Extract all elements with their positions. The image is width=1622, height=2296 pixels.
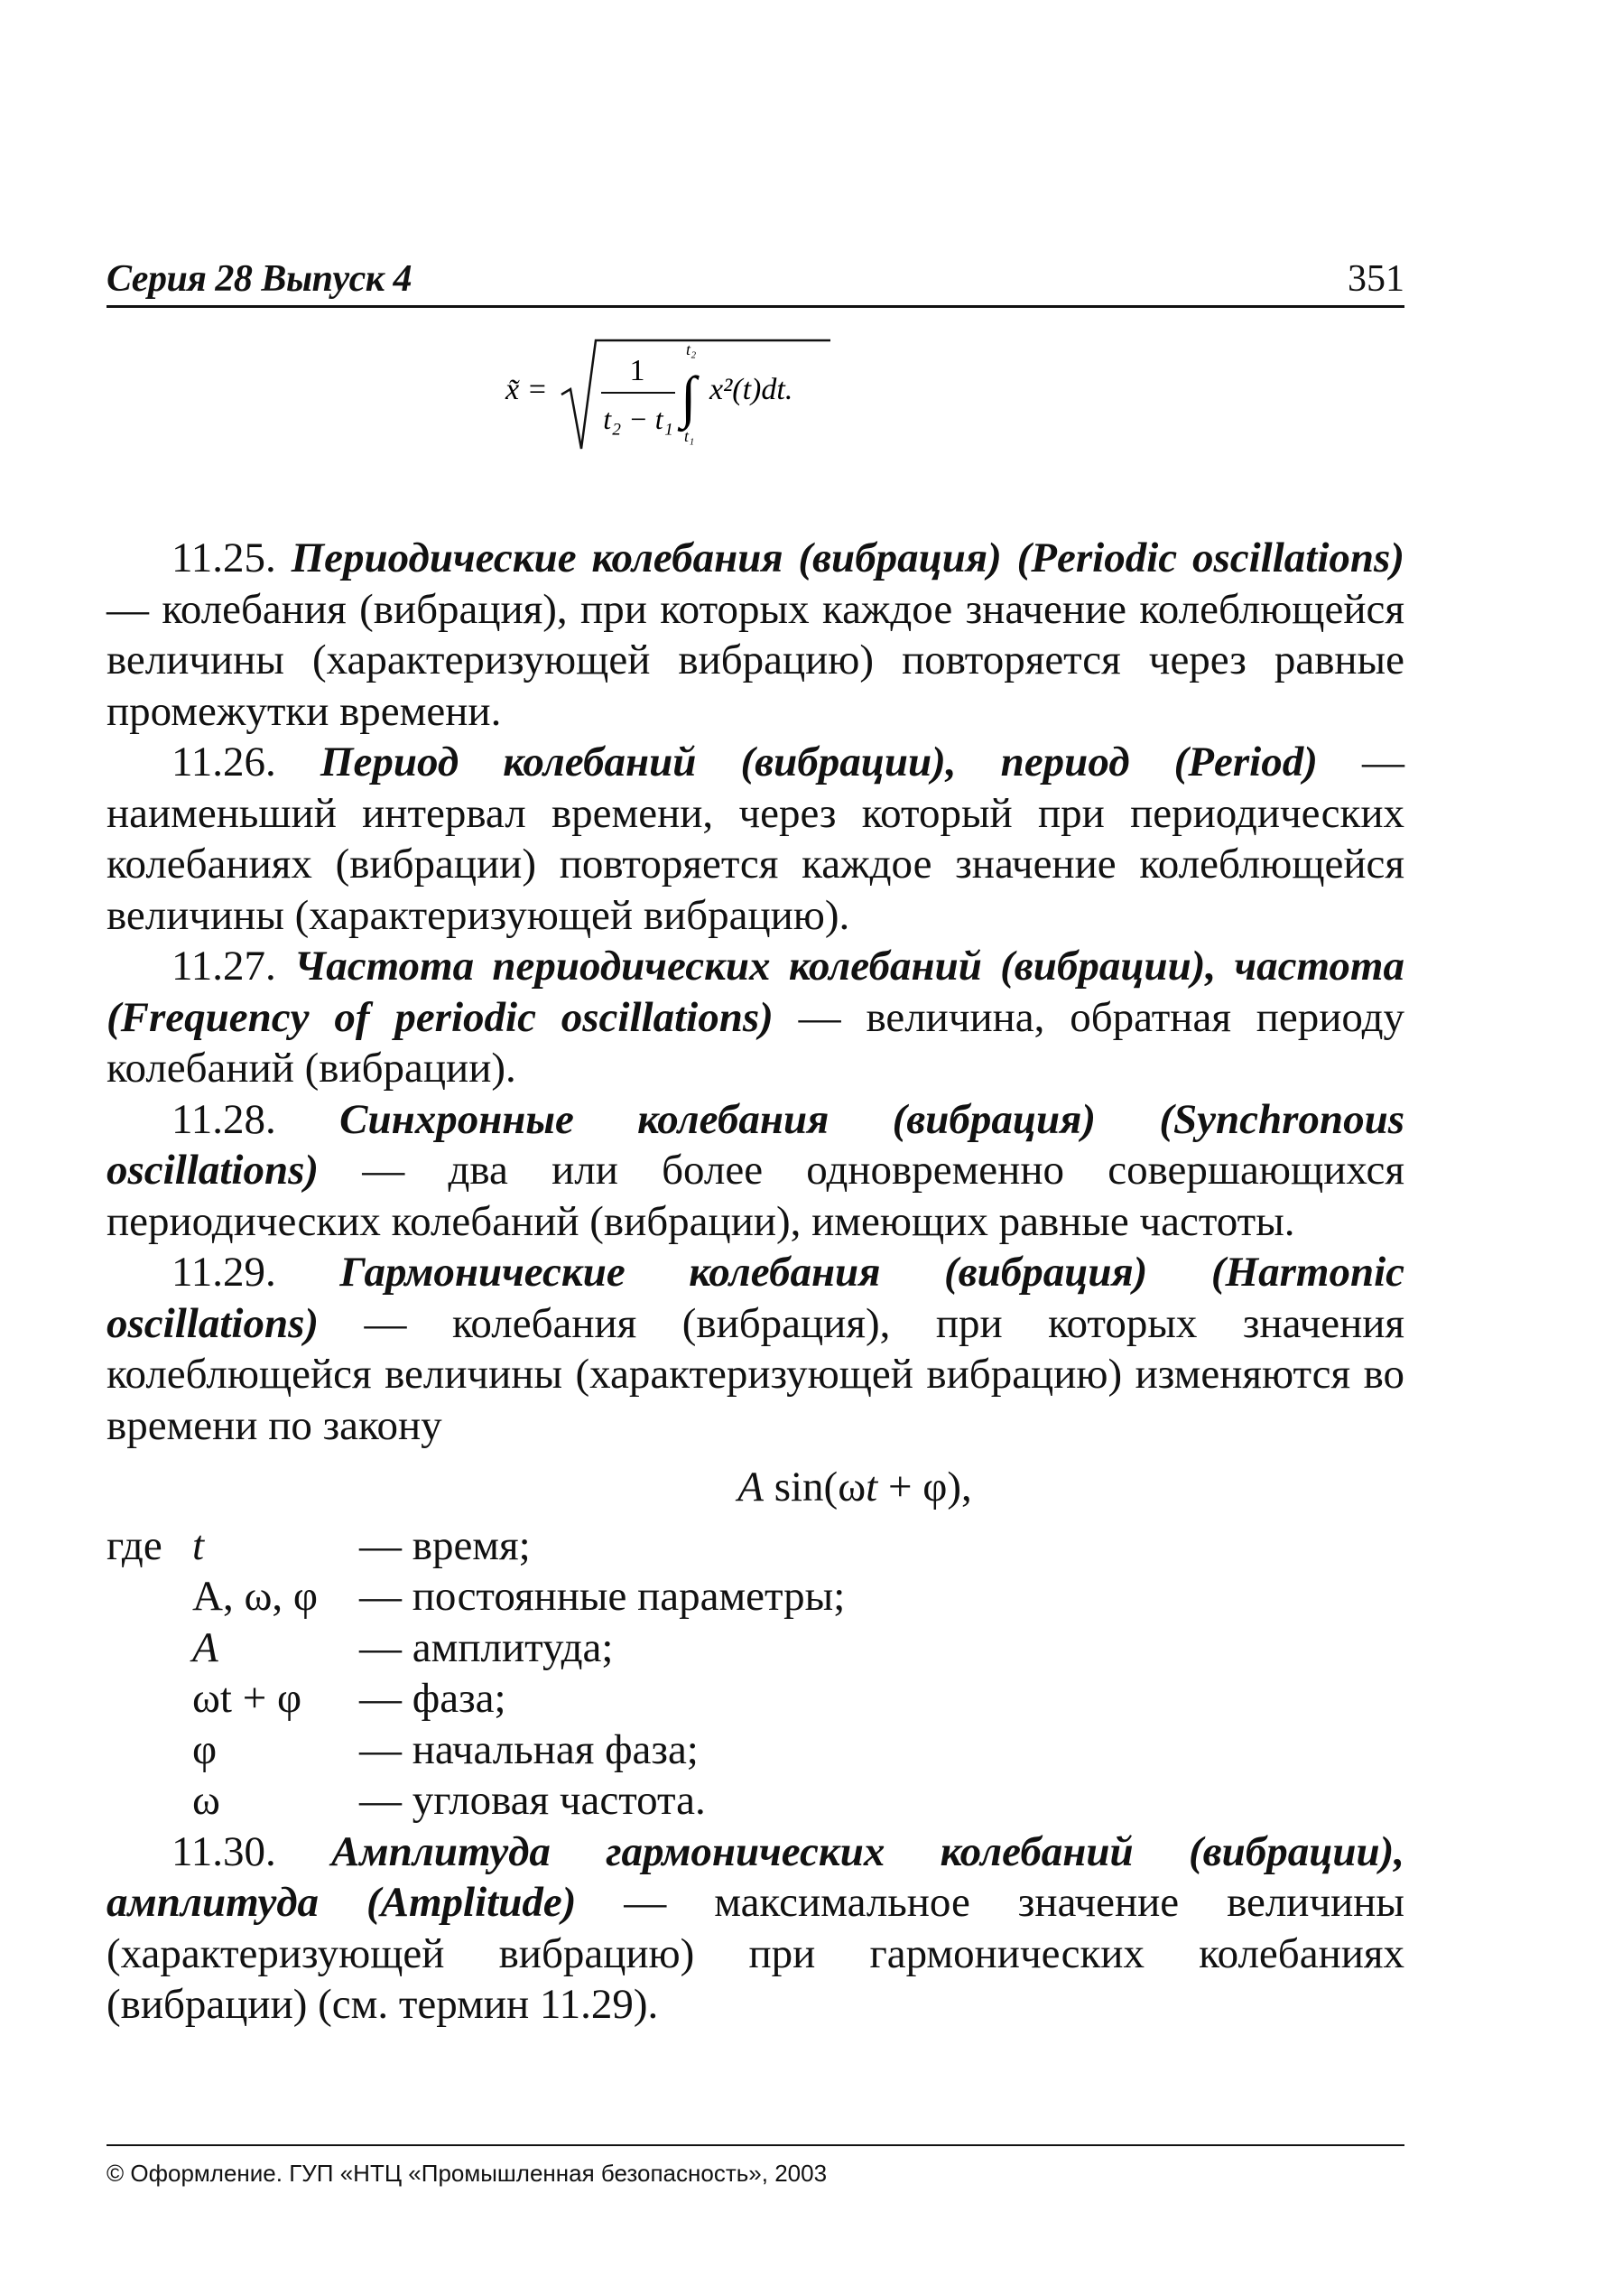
legend-description: — угловая частота. xyxy=(359,1777,706,1824)
paragraph-number: 11.25. xyxy=(171,534,276,581)
harmonic-formula xyxy=(107,1462,1404,1513)
legend-description: — фаза; xyxy=(359,1675,506,1722)
body-text xyxy=(107,533,1404,2031)
legend-description: — начальная фаза; xyxy=(359,1725,699,1773)
term-title: Синхронные колебания (вибрация) (Synchronous oscillations) xyxy=(107,1095,1404,1194)
legend-spacer xyxy=(107,1622,192,1674)
paragraph-number: 11.29. xyxy=(171,1249,276,1296)
paragraph-number: 11.27. xyxy=(171,943,276,990)
term-definition: — два или более одновременно совершающихся периодических колебаний (вибрации), имеющих равные частоты. xyxy=(107,1147,1404,1245)
series-title: Серия 28 Выпуск 4 xyxy=(107,258,412,300)
term-title: Периодические колебания (вибрация) (Periodic oscillations) xyxy=(291,534,1404,581)
rms-formula xyxy=(487,330,867,465)
term-title: Гармонические колебания (вибрация) (Harmonic oscillations) xyxy=(107,1249,1405,1347)
symbol-legend xyxy=(107,1520,845,1827)
integrand: x²(t)dt. xyxy=(709,373,793,406)
formula-amplitude-symbol: A xyxy=(737,1464,764,1511)
legend-row xyxy=(107,1673,845,1724)
legend-symbol: φ xyxy=(192,1725,218,1773)
term-definition: — наименьший интервал времени, через который при периодических колебаниях (вибрации) повторяется каждое значение колеблющейся величины (характеризующей вибрацию). xyxy=(107,739,1405,939)
legend-spacer xyxy=(107,1724,192,1776)
paragraph-11-25 xyxy=(107,533,1404,737)
page-number: 351 xyxy=(1348,258,1404,300)
term-definition: — колебания (вибрация), при которых каждое значение колеблющейся величины (характеризующей вибрацию) повторяется через равные промежутки времени. xyxy=(107,585,1404,735)
legend-spacer xyxy=(107,1571,192,1622)
term-definition: — максимальное значение величины (характеризующей вибрацию) при гармонических колебаниях (вибрации) (см. термин 11.29). xyxy=(107,1879,1404,2028)
legend-row xyxy=(107,1622,845,1674)
legend-row xyxy=(107,1571,845,1622)
integral-upper-limit: t₂ xyxy=(686,340,697,358)
term-title: Амплитуда гармонических колебаний (вибрации), амплитуда (Amplitude) xyxy=(107,1827,1405,1926)
legend-description: — амплитуда; xyxy=(359,1623,614,1671)
paragraph-number: 11.30. xyxy=(171,1827,276,1875)
formula-lhs: x̃ = xyxy=(505,373,548,406)
legend-row xyxy=(107,1724,845,1776)
term-title: Частота периодических колебаний (вибрации), частота (Frequency of periodic oscillations) xyxy=(107,943,1404,1041)
formula-time-symbol: t xyxy=(866,1464,878,1511)
legend-spacer xyxy=(107,1673,192,1724)
footer-rule xyxy=(107,2144,1404,2146)
integral-sign: ∫ xyxy=(681,365,697,429)
paragraph-number: 11.28. xyxy=(171,1095,276,1143)
term-title: Период колебаний (вибрации), период (Period) xyxy=(320,739,1318,785)
fraction-denominator: t₂ − t₁ xyxy=(603,403,673,435)
legend-symbol-text: A xyxy=(192,1623,218,1671)
legend-symbol: A, ω, φ xyxy=(192,1573,319,1620)
formula-phase-part: + φ), xyxy=(877,1464,972,1511)
integral-lower-limit: t₁ xyxy=(684,427,695,445)
where-word: где xyxy=(107,1521,162,1569)
term-definition: — колебания (вибрация), при которых значения колеблющейся величины (характеризующей вибрацию) изменяются во времени по закону xyxy=(107,1299,1404,1449)
formula-sin-part: sin(ω xyxy=(763,1464,867,1511)
paragraph-11-26 xyxy=(107,737,1404,941)
copyright-footer: © Оформление. ГУП «НТЦ «Промышленная безопасность», 2003 xyxy=(107,2160,828,2187)
legend-description: — время; xyxy=(359,1521,531,1569)
paragraph-11-29 xyxy=(107,1247,1404,1451)
legend-row xyxy=(107,1520,845,1572)
legend-symbol: ω xyxy=(192,1777,220,1824)
paragraph-11-28 xyxy=(107,1094,1404,1248)
legend-row xyxy=(107,1775,845,1827)
running-header xyxy=(107,257,1404,308)
fraction-numerator: 1 xyxy=(629,354,645,387)
paragraph-11-30 xyxy=(107,1827,1404,2031)
rms-formula-graphic xyxy=(487,330,867,465)
legend-symbol-text: t xyxy=(192,1521,205,1569)
header-rule xyxy=(107,305,1404,308)
term-definition: — величина, обратная периоду колебаний (вибрации). xyxy=(107,993,1404,1092)
paragraph-11-27 xyxy=(107,941,1404,1094)
legend-symbol xyxy=(192,1622,359,1674)
legend-symbol xyxy=(192,1520,359,1572)
legend-symbol: ωt + φ xyxy=(192,1675,302,1722)
legend-description: — постоянные параметры; xyxy=(359,1573,846,1620)
legend-spacer xyxy=(107,1775,192,1827)
paragraph-number: 11.26. xyxy=(171,739,276,785)
